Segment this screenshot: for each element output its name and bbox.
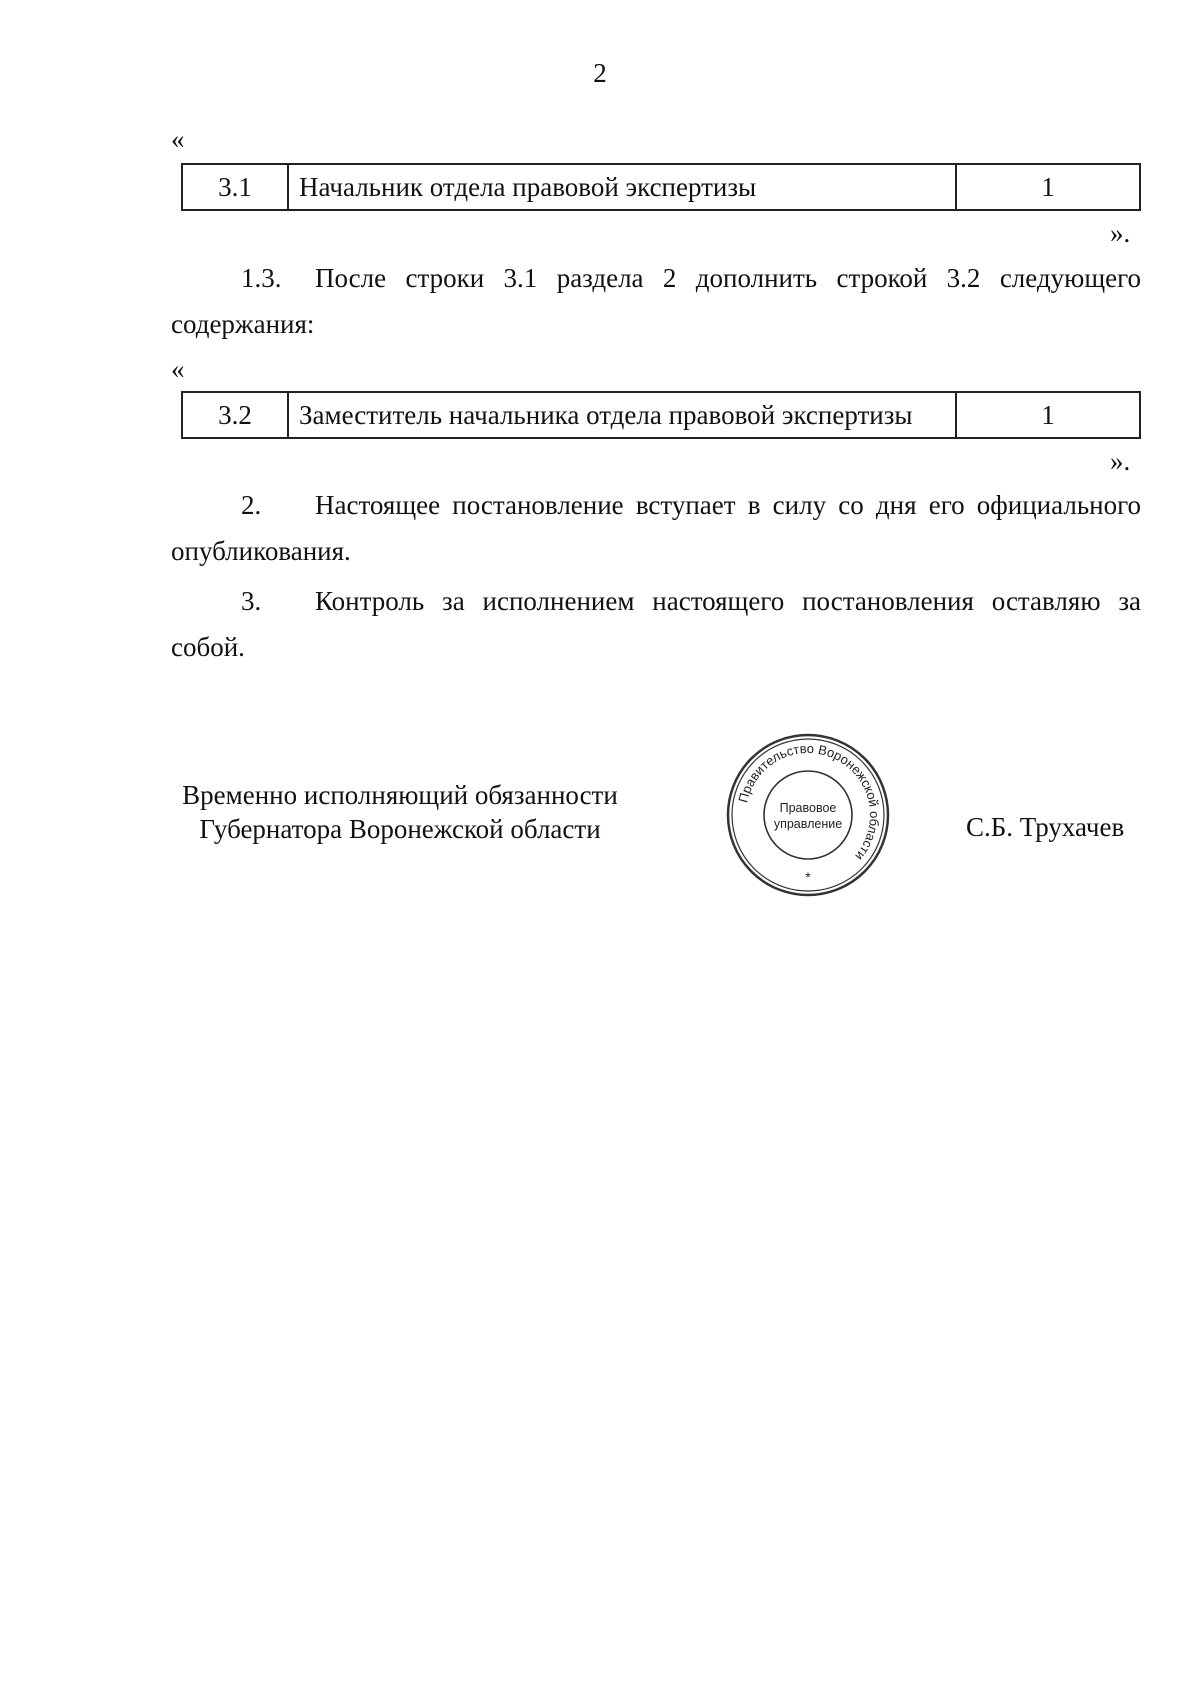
stamp-center-line-1: Правовое [779,801,837,815]
table-cell-quantity: 1 [956,392,1140,438]
paragraph-3 [171,578,1141,670]
signatory-name: С.Б. Трухачев [966,812,1125,842]
paragraph-number: 1.3. [241,263,282,293]
stamp-ring-text: Правительство Воронежской области [735,740,883,864]
paragraph-1-3 [171,255,1141,347]
position-table-2 [181,391,1141,439]
stamp-inner-ring [764,771,852,859]
paragraph-2 [171,482,1141,574]
paragraph-text: После строки 3.1 раздела 2 дополнить строкой 3.2 следующего содержания: [171,263,1141,339]
signatory-title-line-1: Временно исполняющий обязанности [182,780,618,810]
table-cell-number: 3.1 [182,164,288,210]
page-number: 2 [593,58,607,88]
table-cell-quantity: 1 [956,164,1140,210]
paragraph-number: 2. [241,490,262,520]
signatory-title-line-2: Губернатора Воронежской области [199,814,601,844]
position-table-1 [181,163,1141,211]
table-cell-position: Заместитель начальника отдела правовой экспертизы [288,392,956,438]
paragraph-text: Контроль за исполнением настоящего постановления оставляю за собой. [171,586,1141,662]
paragraph-text: Настоящее постановление вступает в силу со дня его официального опубликования. [171,490,1141,566]
table-cell-position: Начальник отдела правовой экспертизы [288,164,956,210]
stamp-star: * [805,869,811,885]
stamp-center-line-2: управление [773,817,843,831]
quote-close-2: ». [1110,446,1131,476]
official-stamp [725,732,891,898]
table-cell-number: 3.2 [182,392,288,438]
quote-open-2: « [171,354,185,384]
quote-close-1: ». [1110,218,1131,248]
table-row [182,392,1140,438]
paragraph-number: 3. [241,586,262,616]
table-row [182,164,1140,210]
quote-open-1: « [171,124,185,154]
signatory-title [140,778,660,846]
